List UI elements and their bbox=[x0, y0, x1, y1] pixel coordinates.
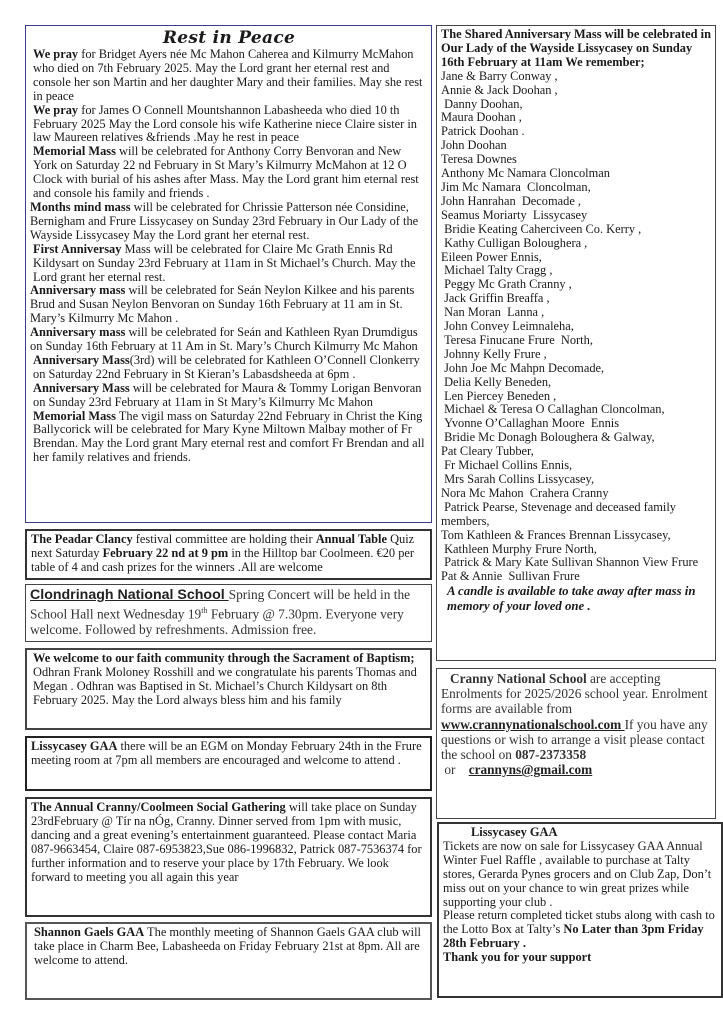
notice-text: February @ 7.30pm. Everyone very welcome. Followed by refreshments. Admission free. bbox=[30, 606, 404, 638]
return-stubs-text bbox=[443, 909, 718, 951]
notice-heading: The Peadar Clancy bbox=[31, 532, 133, 546]
notice-date: February 22 nd at 9 pm bbox=[102, 545, 229, 560]
remembered-name: Michael & Teresa O Callaghan Cloncolman, bbox=[441, 402, 665, 417]
rip-entry-heading: Anniversary mass bbox=[30, 325, 126, 340]
notice-text: will take place on Sunday 23rdFebruary @ Tír na nÓg, Cranny. Dinner served from 1pm with music, dancing and a great evening’s entertainment guaranteed. Please contact Maria 087-9663454, Claire 087-6953823,Sue 086-1996832, Patrick 087-7536374 for further information and to reserve your place by 17th February. We look forward to meeting you all again this year bbox=[31, 800, 422, 884]
remembered-name: Danny Doohan, bbox=[441, 96, 523, 111]
rip-entry bbox=[30, 243, 428, 285]
remembered-name: John Hanrahan Decomade , bbox=[441, 193, 582, 208]
shannon-gaels-notice bbox=[25, 922, 432, 1000]
rip-entry-text: Mass will be celebrated for Claire Mc Grath Ennis Rd Kildysart on Sunday 23rd February at 11am in St Michael’s Church. May the Lord grant her eternal rest. bbox=[33, 241, 416, 284]
remembered-name: Patrick Pearse, Stevenage and deceased family members, bbox=[441, 499, 680, 528]
school-phone: 087-2373358 bbox=[515, 747, 587, 763]
notice-text: Spring Concert will be held in the School Hall next Wednesday 19 bbox=[30, 587, 411, 622]
rip-entry-heading: We pray bbox=[33, 47, 79, 61]
notice-text: or bbox=[441, 762, 469, 778]
notice-heading: Cranny National School bbox=[450, 671, 587, 686]
rip-entry-text: will be celebrated for Chrissie Patterson née Considine, Bernigham and Frure Lissycasey on Sunday 23rd February in Our Lady of the Wayside Lissycasey May the Lord grant her eternal rest. bbox=[30, 199, 419, 242]
rip-entry bbox=[30, 284, 428, 326]
notice-text: festival committee are holding their bbox=[132, 532, 316, 546]
remembered-name: Kathleen Murphy Frure North, bbox=[441, 541, 597, 556]
rip-entry-text: will be celebrated for Maura & Tommy Lorigan Benvoran on Sunday 23rd February at 11am in St Mary’s Kilmurry Mc Mahon bbox=[33, 380, 422, 409]
remembered-name: Eileen Power Ennis, bbox=[441, 249, 542, 264]
baptism-text bbox=[31, 652, 427, 708]
remembered-name: Delia Kelly Beneden, bbox=[441, 374, 552, 389]
rest-in-peace-entries bbox=[30, 48, 428, 465]
rest-in-peace-section bbox=[25, 25, 432, 523]
rip-entry-heading: Anniversary mass bbox=[30, 283, 126, 298]
remembered-name: Fr Michael Collins Ennis, bbox=[441, 458, 573, 473]
rip-entry-text: for James O Connell Mountshannon Labasheeda who died 10 th February 2025 May the Lord console his wife Katherine niece Claire sister in law Maureen relatives &friends .May he rest in peace bbox=[33, 102, 417, 145]
rip-entry-heading: Anniversary Mass bbox=[33, 380, 130, 395]
remembered-name: Nan Moran Lanna , bbox=[441, 305, 545, 320]
notice-heading: The Annual Cranny/Coolmeen Social Gathering bbox=[31, 800, 286, 814]
remembered-name: Jack Griffin Breaffa , bbox=[441, 291, 550, 306]
remembered-name: Pat Cleary Tubber, bbox=[441, 444, 534, 459]
remembered-name: Kathy Culligan Boloughera , bbox=[441, 235, 588, 250]
remembered-name: John Doohan bbox=[441, 138, 507, 153]
rip-entry bbox=[30, 410, 428, 466]
ordinal-suffix: th bbox=[201, 606, 208, 616]
rip-entry bbox=[30, 326, 428, 354]
rip-entry-text: The vigil mass on Saturday 22nd February in Christ the King Ballycorick will be celebrated for Mary Kyne Miltown Malbay mother of Fr Brendan. May the Lord grant Mary eternal rest and comfort Fr Brendan and all her family relatives and friends. bbox=[33, 408, 425, 465]
shared-anniversary-section bbox=[436, 25, 716, 661]
notice-text: Quiz next Saturday bbox=[31, 532, 415, 560]
notice-text: there will be an EGM on Monday February 24th in the Frure meeting room at 7pm all members are encouraged and welcome to attend . bbox=[31, 739, 422, 767]
egm-text bbox=[31, 740, 427, 768]
remembered-name: Jane & Barry Conway , bbox=[441, 68, 558, 83]
remembered-name: John Joe Mc Mahpn Decomade, bbox=[441, 360, 605, 375]
deadline-text: No Later than 3pm Friday 28th February . bbox=[443, 922, 704, 951]
peadar-clancy-notice bbox=[25, 529, 432, 580]
peadar-clancy-text bbox=[31, 533, 427, 575]
rip-entry bbox=[30, 104, 428, 146]
notice-heading: Clondrinagh National School bbox=[30, 587, 229, 603]
candle-note: A candle is available to take away after mass in memory of your loved one . bbox=[447, 584, 696, 613]
rest-in-peace-title: Rest in Peace bbox=[162, 28, 296, 48]
remembered-name: Teresa Finucane Frure North, bbox=[441, 332, 593, 347]
notice-text: Please return completed ticket stubs along with cash to the Lotto Box at Talty’s bbox=[443, 908, 715, 937]
rip-entry-heading: First Anniversay bbox=[33, 241, 122, 256]
rip-entry-heading: Memorial Mass bbox=[33, 144, 116, 159]
remembered-name: Len Piercey Beneden , bbox=[441, 388, 557, 403]
lissycasey-gaa-egm-notice bbox=[25, 736, 432, 791]
notice-text: The monthly meeting of Shannon Gaels GAA club will take place in Charm Bee, Labasheeda on Friday February 21st at 8pm. All are welcome to attend. bbox=[34, 925, 421, 967]
cranny-ns-text bbox=[441, 671, 712, 777]
clondrinagh-text bbox=[30, 587, 428, 637]
social-gathering-text bbox=[31, 801, 427, 884]
notice-heading: We welcome to our faith community through the Sacrament of Baptism; bbox=[33, 651, 415, 665]
remembered-name: Tom Kathleen & Frances Brennan Lissycasey, bbox=[441, 527, 671, 542]
rip-entry-heading: Anniversary Mass bbox=[33, 352, 130, 367]
school-website-link[interactable]: www.crannynationalschool.com bbox=[441, 716, 625, 732]
shannon-gaels-text bbox=[31, 926, 427, 968]
rip-entry-text: will be celebrated for Seán and Kathleen Ryan Drumdigus on Sunday 16th February at 11 Am in St. Mary’s Church Kilmurry Mc Mahon bbox=[30, 325, 418, 354]
remembered-name: John Convey Leimnaleha, bbox=[441, 319, 574, 334]
notice-text: are accepting Enrolments for 2025/2026 school year. Enrolment forms are available from bbox=[441, 671, 708, 717]
lissycasey-gaa-raffle-notice bbox=[437, 822, 723, 998]
remembered-names-list bbox=[441, 70, 712, 585]
shared-anniversary-heading: The Shared Anniversary Mass will be celebrated in Our Lady of the Wayside Lissycasey on Sunday 16th February at 11am We remember; bbox=[441, 27, 711, 69]
remembered-name: Peggy Mc Grath Cranny , bbox=[441, 277, 572, 292]
notice-heading: Lissycasey GAA bbox=[471, 825, 558, 839]
remembered-name: Patrick & Mary Kate Sullivan Shannon View Frure bbox=[441, 555, 699, 570]
notice-text: in the Hilltop bar Coolmeen. €20 per table of 4 and cash prizes for the winners .All are welcome bbox=[31, 545, 415, 574]
remembered-name: Bridie Keating Caherciveen Co. Kerry , bbox=[441, 221, 642, 236]
remembered-name: Yvonne O’Callaghan Moore Ennis bbox=[441, 416, 620, 431]
rip-entry-heading: Memorial Mass bbox=[33, 408, 116, 423]
rip-entry-heading: Months mind mass bbox=[30, 199, 131, 214]
rip-entry-text: for Bridget Ayers née Mc Mahon Caherea and Kilmurry McMahon who died on 7th February 2025. May the Lord grant her eternal rest and console her son Martin and her daughter Mary and their families. May she rest in peace bbox=[33, 47, 423, 103]
rip-entry bbox=[30, 145, 428, 201]
remembered-name: Maura Doohan , bbox=[441, 110, 522, 125]
thanks-text: Thank you for your support bbox=[443, 950, 592, 965]
rip-entry-text: will be celebrated for Anthony Corry Benvoran and New York on Saturday 22 nd February in St Mary’s Kilmurry McMahon at 12 O Clock with burial of his ashes after Mass. May the Lord grant him eternal rest and console his family and friends . bbox=[33, 144, 419, 201]
rip-entry bbox=[30, 382, 428, 410]
cranny-social-gathering-notice bbox=[25, 797, 432, 917]
rip-entry-text: will be celebrated for Seán Neylon Kilkee and his parents Brud and Susan Neylon Benvoran on Sunday 16th February at 11 am in St. Mary’s Kilmurry Mc Mahon . bbox=[30, 283, 415, 326]
baptism-notice bbox=[25, 648, 432, 730]
cranny-national-school-notice bbox=[436, 668, 716, 819]
remembered-name: Johnny Kelly Frure , bbox=[441, 346, 547, 361]
notice-text: Odhran Frank Moloney Rosshill and we congratulate his parents Thomas and Megan . Odhran was Baptised in St. Michael’s Church Kildysart on 8th February 2025. May the Lord always bless him and his family bbox=[33, 664, 417, 707]
remembered-name: Jim Mc Namara Cloncolman, bbox=[441, 179, 591, 194]
remembered-name: Annie & Jack Doohan , bbox=[441, 82, 558, 97]
remembered-name: Anthony Mc Namara Cloncolman bbox=[441, 166, 610, 181]
remembered-name: Nora Mc Mahon Crahera Cranny bbox=[441, 485, 609, 500]
remembered-name: Patrick Doohan . bbox=[441, 124, 525, 139]
rip-entry-text: (3rd) will be celebrated for Kathleen O’Connell Clonkerry on Saturday 22nd February in St Kieran’s Labasdsheeda at 6pm . bbox=[33, 352, 420, 381]
remembered-name: Michael Talty Cragg , bbox=[441, 263, 553, 278]
notice-heading: Shannon Gaels GAA bbox=[34, 925, 145, 939]
rip-entry bbox=[30, 354, 428, 382]
school-email-link[interactable]: crannyns@gmail.com bbox=[468, 762, 593, 778]
remembered-name: Pat & Annie Sullivan Frure bbox=[441, 569, 580, 584]
rip-entry bbox=[30, 48, 428, 104]
rip-entry-heading: We pray bbox=[33, 102, 79, 117]
remembered-name: Bridie Mc Donagh Boloughera & Galway, bbox=[441, 430, 655, 445]
remembered-name: Mrs Sarah Collins Lissycasey, bbox=[441, 472, 595, 486]
notice-emphasis: Annual Table bbox=[315, 532, 387, 546]
raffle-text: Tickets are now on sale for Lissycasey GAA Annual Winter Fuel Raffle , available to purchase at Talty stores, Gerarda Pynes grocers and on Club Zap, Don’t miss out on your chance to win great prizes while supporting your club . bbox=[443, 838, 712, 909]
remembered-name: Seamus Moriarty Lissycasey bbox=[441, 207, 588, 222]
notice-heading: Lissycasey GAA bbox=[31, 739, 118, 753]
notice-text: If you have any questions or wish to arrange a visit please contact the school on bbox=[441, 716, 708, 763]
remembered-name: Teresa Downes bbox=[441, 152, 517, 167]
clondrinagh-school-notice bbox=[25, 584, 432, 642]
rip-entry bbox=[30, 201, 428, 243]
